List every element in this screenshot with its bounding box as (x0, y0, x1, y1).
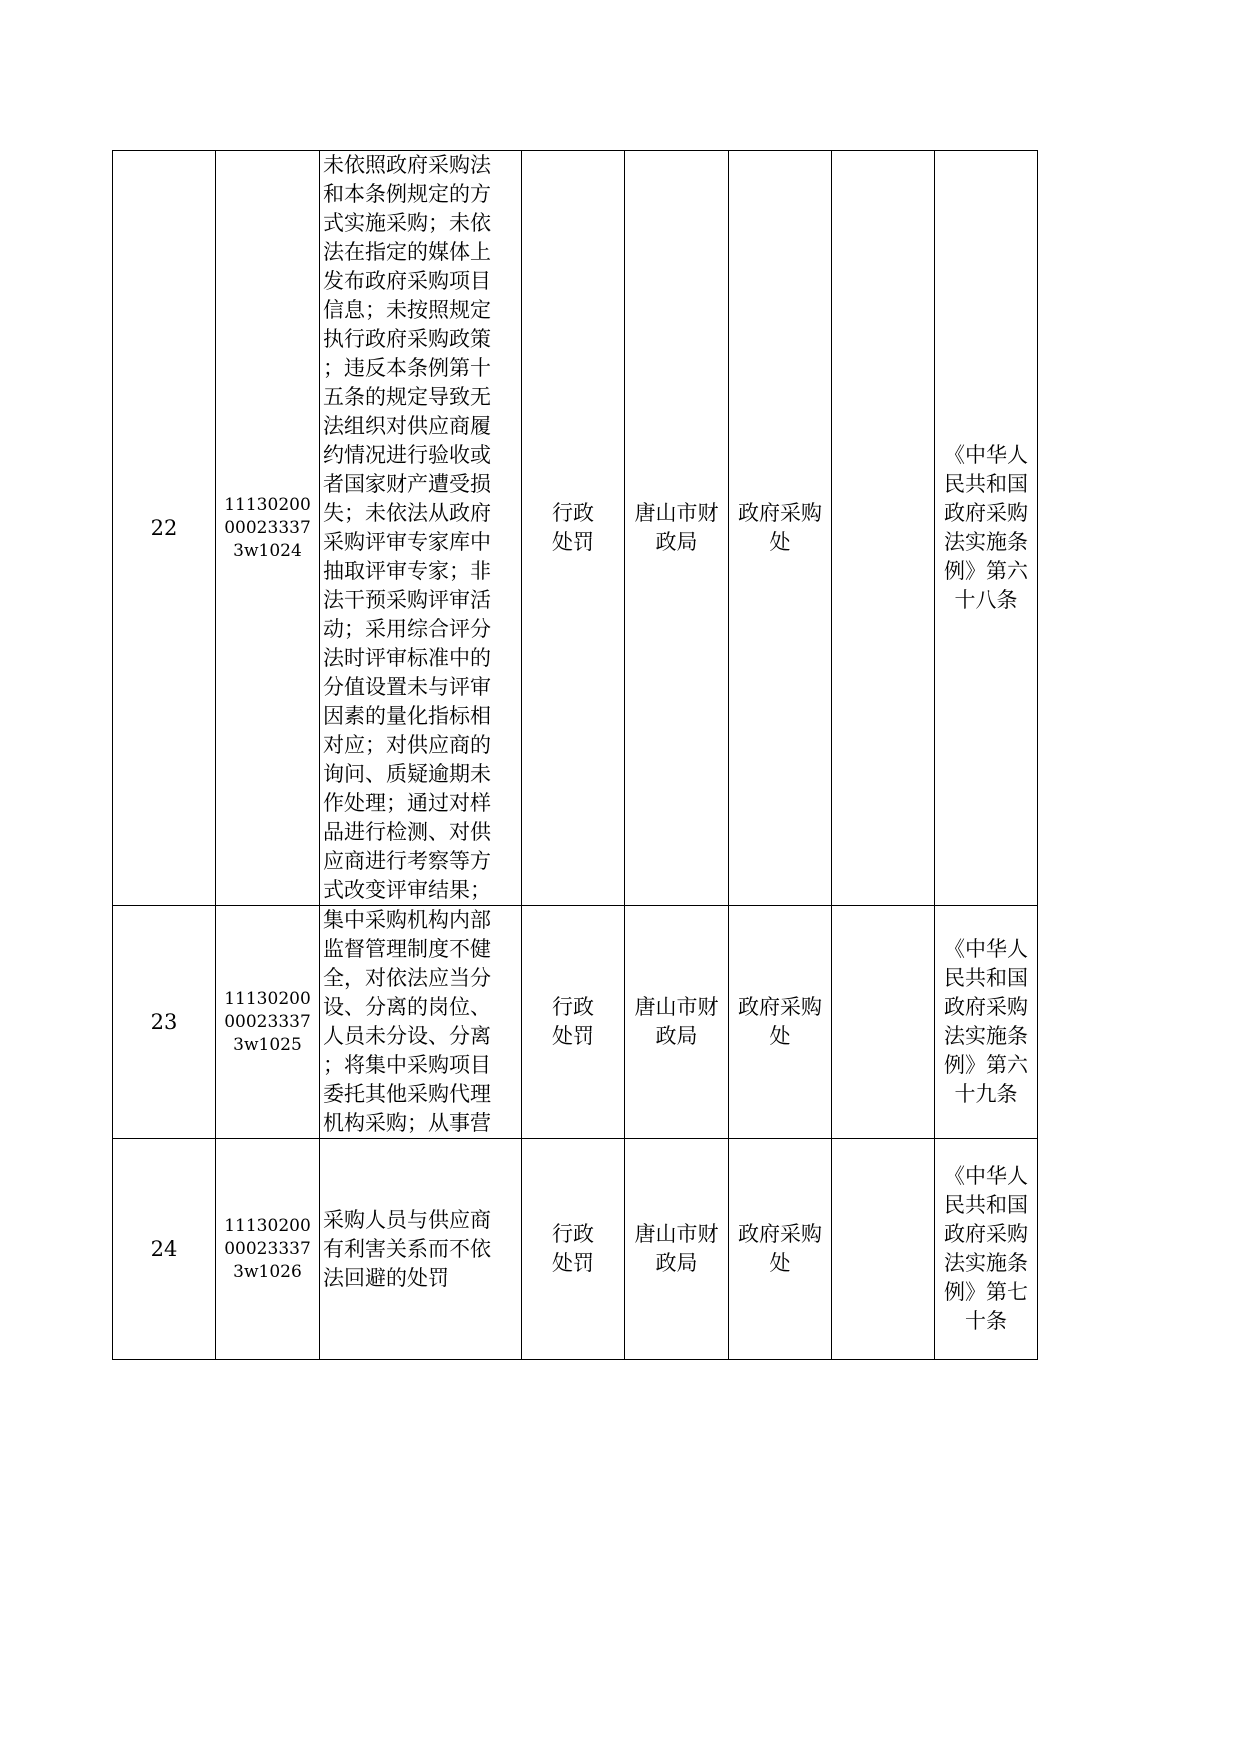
cell-line: 和本条例规定的方 (323, 182, 491, 206)
cell-line: 式改变评审结果； (323, 878, 491, 902)
cell-line: 行政 (552, 501, 594, 525)
item-authority (625, 1139, 729, 1360)
cell-line: 政局 (655, 1251, 698, 1275)
table-row (113, 1139, 1038, 1360)
item-type (522, 1139, 625, 1360)
cell-line: 民共和国 (944, 472, 1028, 496)
cell-line: 唐山市财 (634, 501, 719, 525)
cell-line: 11130200 (224, 1215, 311, 1236)
item-description (320, 151, 522, 906)
row-number: 24 (113, 1139, 216, 1360)
cell-line: 法时评审标准中的 (323, 646, 491, 670)
table-row (113, 151, 1038, 906)
cell-line: 法实施条 (944, 530, 1028, 554)
item-type (522, 151, 625, 906)
cell-line: 监督管理制度不健 (323, 937, 491, 961)
cell-line: 政府采购 (944, 995, 1028, 1019)
cell-line: 《中华人 (944, 443, 1028, 467)
cell-line: 十九条 (954, 1082, 1018, 1106)
cell-line: 法组织对供应商履 (323, 414, 491, 438)
cell-line: 发布政府采购项目 (323, 269, 491, 293)
cell-line: 政局 (655, 530, 698, 554)
cell-line: 00023337 (224, 517, 311, 538)
item-legal-basis (935, 1139, 1038, 1360)
cell-line: 作处理；通过对样 (323, 791, 491, 815)
cell-line: 处罚 (552, 1251, 594, 1275)
cell-line: 3w1025 (233, 1034, 302, 1055)
cell-line: 00023337 (224, 1011, 311, 1032)
cell-line: 五条的规定导致无 (323, 385, 491, 409)
penalty-table (112, 150, 1038, 1360)
cell-line: 唐山市财 (634, 1222, 719, 1246)
cell-line: 3w1024 (233, 540, 302, 561)
cell-line: 法回避的处罚 (323, 1265, 449, 1290)
cell-line: 机构采购；从事营 (323, 1111, 491, 1135)
cell-line: 未依照政府采购法 (323, 153, 491, 177)
cell-line: 例》第七 (944, 1280, 1028, 1304)
cell-line: 因素的量化指标相 (323, 704, 491, 728)
cell-line: 人员未分设、分离 (323, 1024, 491, 1048)
cell-line: 十八条 (954, 588, 1018, 612)
cell-line: 集中采购机构内部 (323, 908, 491, 932)
cell-line: 采购人员与供应商 (323, 1207, 491, 1232)
item-department (729, 151, 832, 906)
table-row (113, 906, 1038, 1139)
cell-line: 十条 (965, 1309, 1007, 1333)
cell-line: 11130200 (224, 988, 311, 1009)
cell-line: 行政 (552, 995, 594, 1019)
cell-line: 法干预采购评审活 (323, 588, 491, 612)
cell-line: 00023337 (224, 1238, 311, 1259)
cell-line: 者国家财产遭受损 (323, 472, 491, 496)
item-legal-basis (935, 906, 1038, 1139)
item-department (729, 906, 832, 1139)
cell-line: 失；未依法从政府 (323, 501, 491, 525)
cell-line: 有利害关系而不依 (323, 1236, 491, 1261)
cell-line: 政府采购 (738, 1222, 822, 1246)
cell-line: 委托其他采购代理 (323, 1082, 491, 1106)
cell-line: 抽取评审专家；非 (323, 559, 491, 583)
item-extra (832, 1139, 935, 1360)
cell-line: 政府采购 (738, 501, 822, 525)
item-extra (832, 151, 935, 906)
cell-line: 式实施采购；未依 (323, 211, 491, 235)
cell-line: ；违反本条例第十 (323, 356, 491, 380)
cell-line: 处 (769, 530, 791, 554)
cell-line: 政府采购 (738, 995, 822, 1019)
cell-line: 信息；未按照规定 (323, 298, 491, 322)
cell-line: 法实施条 (944, 1024, 1028, 1048)
cell-line: 政府采购 (944, 1222, 1028, 1246)
cell-line: 民共和国 (944, 966, 1028, 990)
cell-line: 品进行检测、对供 (323, 820, 491, 844)
row-number: 23 (113, 906, 216, 1139)
cell-line: 《中华人 (944, 937, 1028, 961)
cell-line: 唐山市财 (634, 995, 719, 1019)
item-description (320, 1139, 522, 1360)
item-code (216, 151, 320, 906)
cell-line: 处 (769, 1251, 791, 1275)
item-department (729, 1139, 832, 1360)
cell-line: 询问、质疑逾期未 (323, 762, 491, 786)
cell-line: 政局 (655, 1024, 698, 1048)
item-code (216, 906, 320, 1139)
cell-line: 法在指定的媒体上 (323, 240, 491, 264)
item-description (320, 906, 522, 1139)
cell-line: 11130200 (224, 494, 311, 515)
table-body (113, 151, 1038, 1360)
item-authority (625, 151, 729, 906)
item-authority (625, 906, 729, 1139)
item-legal-basis (935, 151, 1038, 906)
cell-line: 执行政府采购政策 (323, 327, 491, 351)
cell-line: 政府采购 (944, 501, 1028, 525)
cell-line: 行政 (552, 1222, 594, 1246)
item-type (522, 906, 625, 1139)
cell-line: 《中华人 (944, 1164, 1028, 1188)
cell-line: 分值设置未与评审 (323, 675, 491, 699)
cell-line: 处 (769, 1024, 791, 1048)
cell-line: 设、分离的岗位、 (323, 995, 491, 1019)
cell-line: 处罚 (552, 1024, 594, 1048)
row-number: 22 (113, 151, 216, 906)
cell-line: 3w1026 (233, 1261, 302, 1282)
cell-line: 应商进行考察等方 (323, 849, 491, 873)
cell-line: ；将集中采购项目 (323, 1053, 491, 1077)
cell-line: 例》第六 (944, 559, 1028, 583)
cell-line: 采购评审专家库中 (323, 530, 491, 554)
cell-line: 全，对依法应当分 (323, 966, 491, 990)
cell-line: 例》第六 (944, 1053, 1028, 1077)
cell-line: 约情况进行验收或 (323, 443, 491, 467)
cell-line: 民共和国 (944, 1193, 1028, 1217)
cell-line: 对应；对供应商的 (323, 733, 491, 757)
item-code (216, 1139, 320, 1360)
item-extra (832, 906, 935, 1139)
cell-line: 处罚 (552, 530, 594, 554)
cell-line: 动；采用综合评分 (323, 617, 491, 641)
cell-line: 法实施条 (944, 1251, 1028, 1275)
